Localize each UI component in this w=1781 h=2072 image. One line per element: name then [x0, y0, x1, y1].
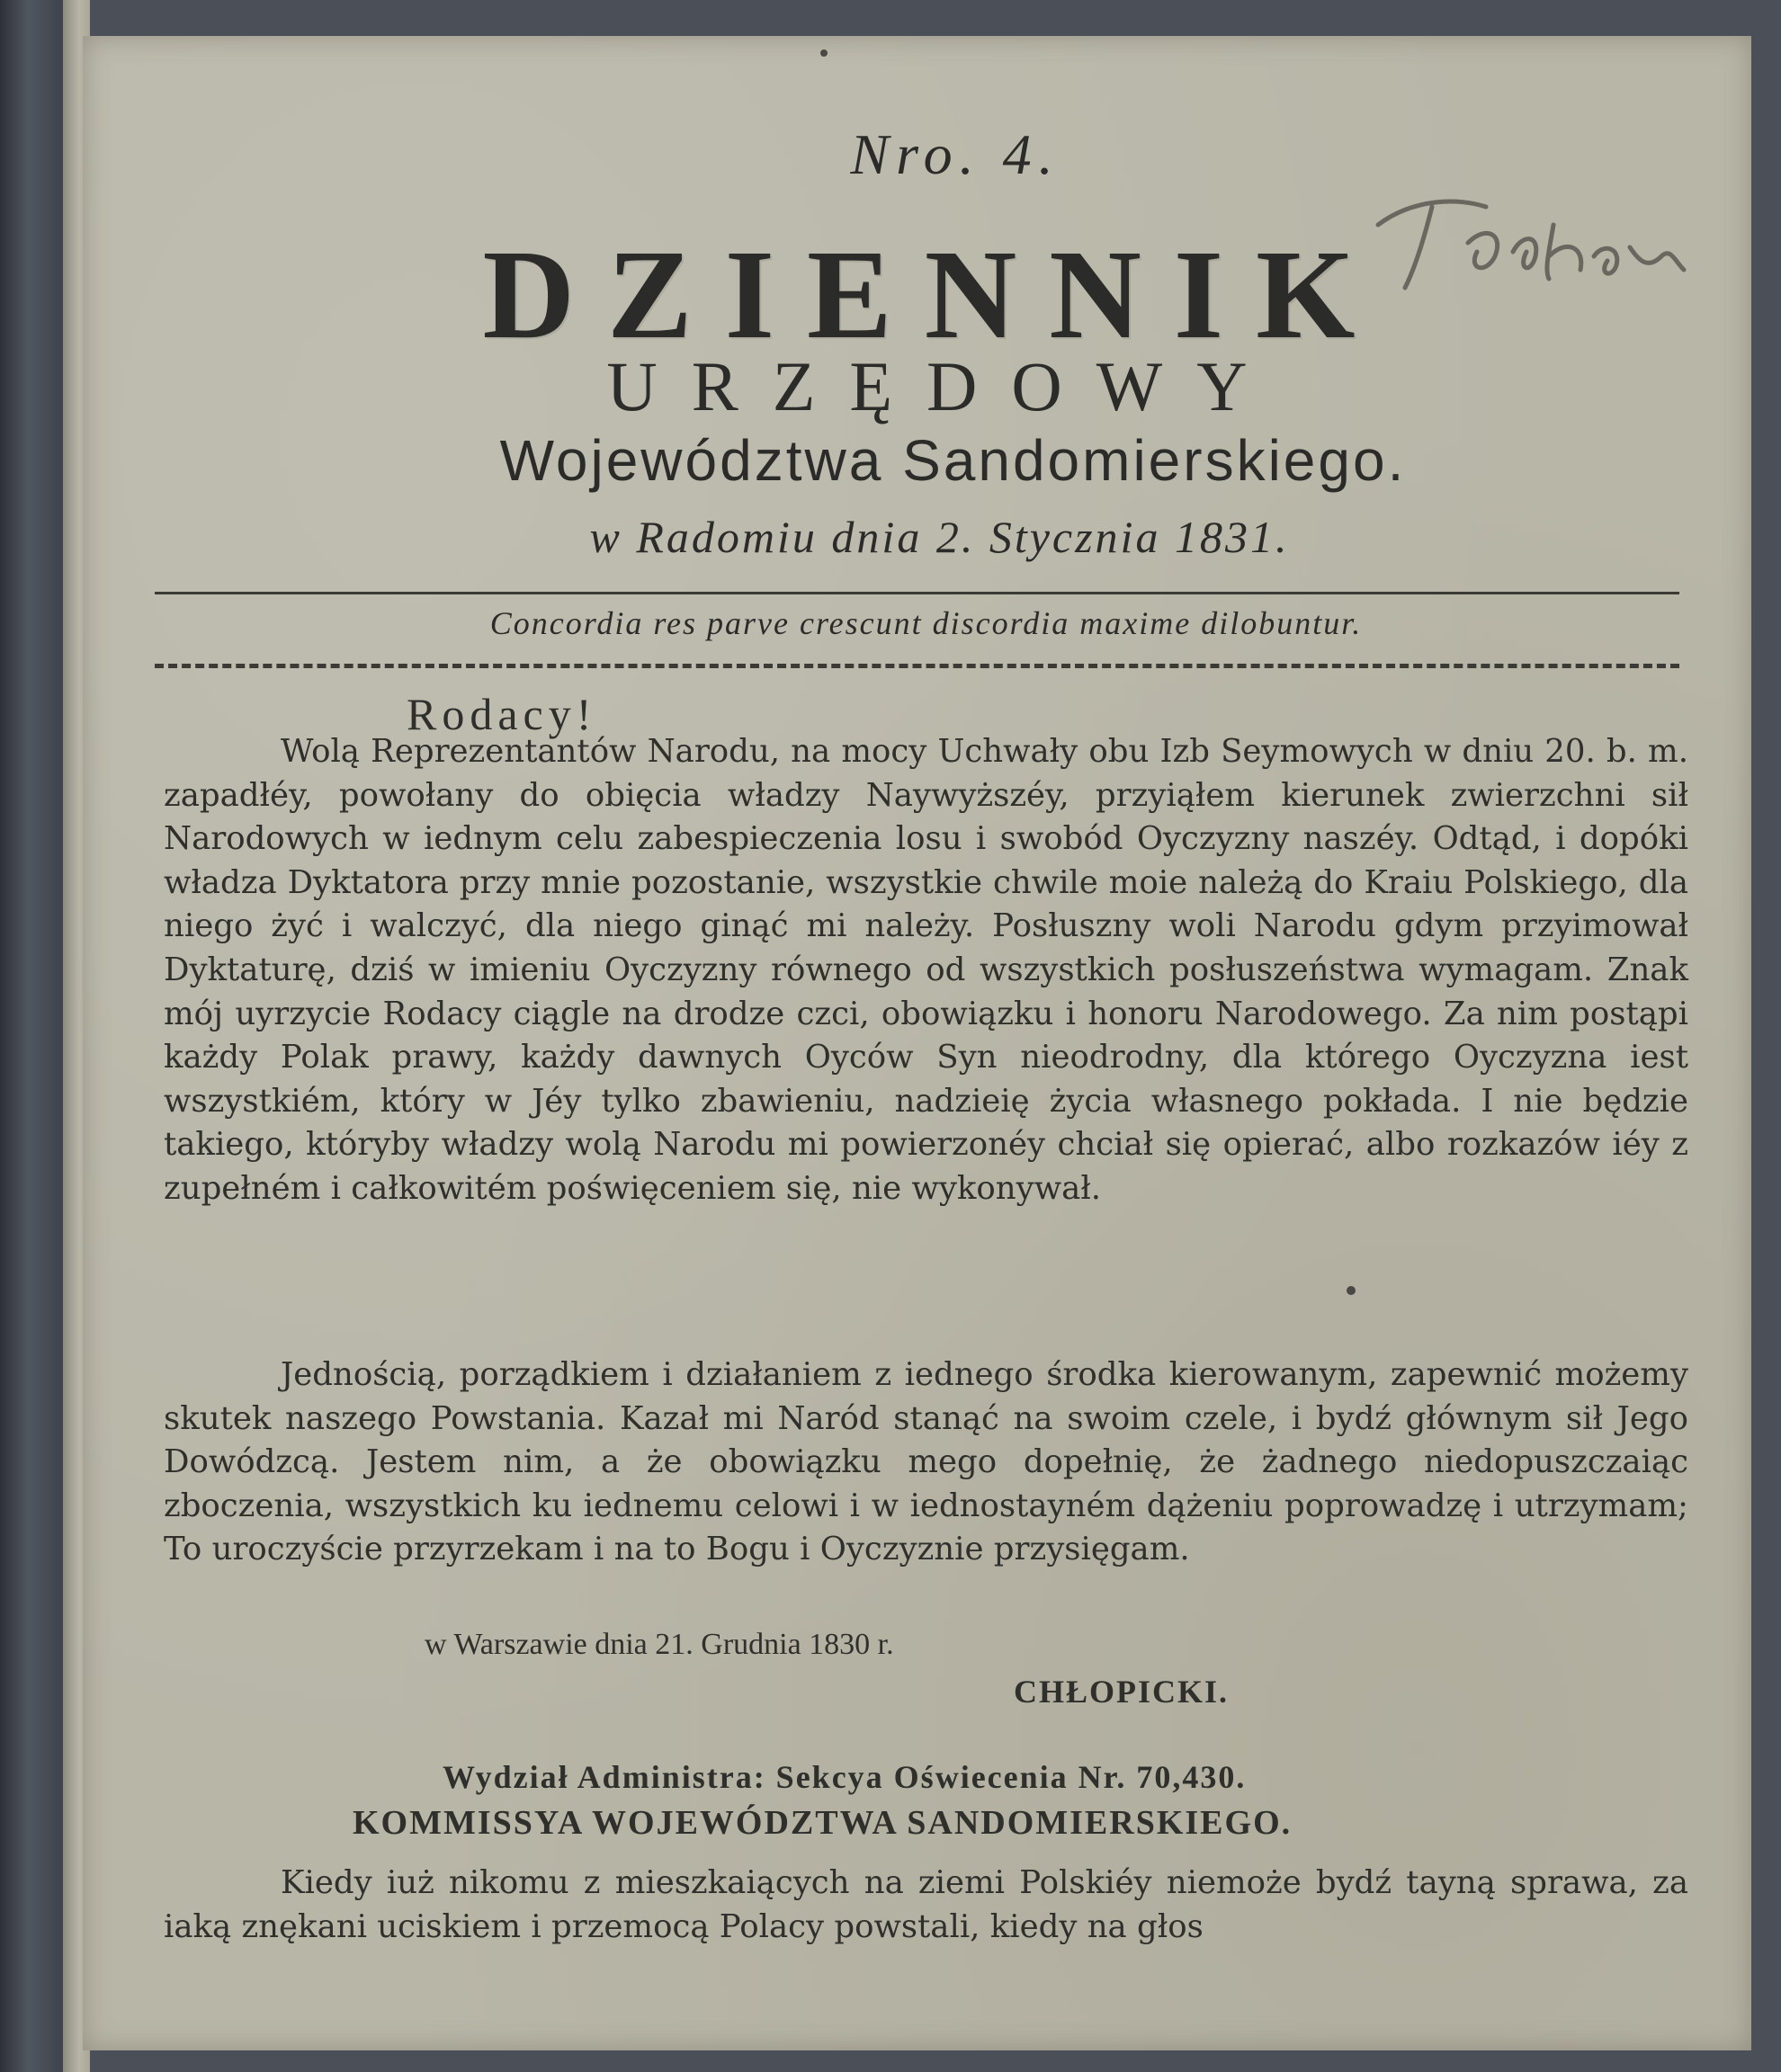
header-rule [155, 592, 1679, 594]
proclamation-paragraph-2: Jednością, porządkiem i działaniem z iednego środka kierowanym, zapewnić możemy skutek naszego Powstania. Kazał mi Naród stanąć na swoim czele, i bydź głównym sił Jego Dowódzcą. Jestem nim, a że obowiązku mego dopełnię, że żadnego niedopuszczaiąc zboczenia, wszystkich ku iednemu celowi i w iednostayném dążeniu poprowadzę i utrzymam; To uroczyście przyrzekam i na to Bogu i Oyczyznie przysięgam. [164, 1356, 1688, 1568]
dateline: w Radomiu dnia 2. Stycznia 1831. [589, 512, 1290, 562]
newspaper-page [83, 36, 1751, 2050]
newspaper-subtitle: URZĘDOWY [606, 347, 1282, 425]
region-line: Województwa Sandomierskiego. [499, 428, 1407, 493]
proclamation-date: w Warszawie dnia 21. Grudnia 1830 r. [425, 1628, 894, 1661]
proclamation-greeting: Rodacy! [407, 689, 597, 739]
newspaper-title: DZIENNIK [482, 223, 1388, 365]
dashed-rule [155, 664, 1679, 668]
binding-edge [0, 0, 63, 2072]
ink-speck [1347, 1286, 1356, 1295]
motto: Concordia res parve crescunt discordia maxime dilobuntur. [489, 605, 1363, 641]
proclamation-signature: CHŁOPICKI. [1014, 1674, 1230, 1710]
proclamation-paragraph-1: Wolą Reprezentantów Narodu, na mocy Uchwały obu Izb Seymowych w dniu 20. b. m. zapadłéy, powołany do obięcia władzy Naywyższéy, przyiąłem kierunek zwierzchni sił Narodowych w iednym celu zabespieczenia losu i swobód Oyczyzny naszéy. Odtąd, i dopóki władza Dyktatora przy mnie pozostanie, wszystkie chwile moie należą do Kraiu Polskiego, dla niego żyć i walczyć, dla niego ginąć mi należy. Posłuszny woli Narodu gdym przyimował Dyktaturę, dziś w imieniu Oyczyzny równego od wszystkich posłuszeństwa wymagam. Znak mój uyrzycie Rodacy ciągle na drodze czci, obowiązku i honoru Narodowego. Za nim postąpi każdy Polak prawy, każdy dawnych Oyców Syn nieodrodny, dla którego Oyczyzna iest wszystkiém, który w Jéy tylko zbawieniu, nadzieię życia własnego pokłada. I nie będzie takiego, któryby władzy wolą Narodu mi powierzonéy chciał się opierać, albo rozkazów iéy z zupełném i całkowitém poświęceniem się, nie wykonywał. [164, 733, 1688, 1207]
ink-speck [820, 49, 828, 57]
commission-heading: KOMMISSYA WOJEWÓDZTWA SANDOMIERSKIEGO. [353, 1804, 1293, 1842]
issue-number: Nro. 4. [850, 122, 1061, 186]
notice-paragraph-1: Kiedy iuż nikomu z mieszkaiących na ziemi Polskiéy niemoże bydź tayną sprawa, za iaką znękani uciskiem i przemocą Polacy powstali, kiedy na głos [164, 1864, 1688, 1945]
department-line: Wydział Administra: Sekcya Oświecenia Nr. 70,430. [443, 1759, 1247, 1795]
